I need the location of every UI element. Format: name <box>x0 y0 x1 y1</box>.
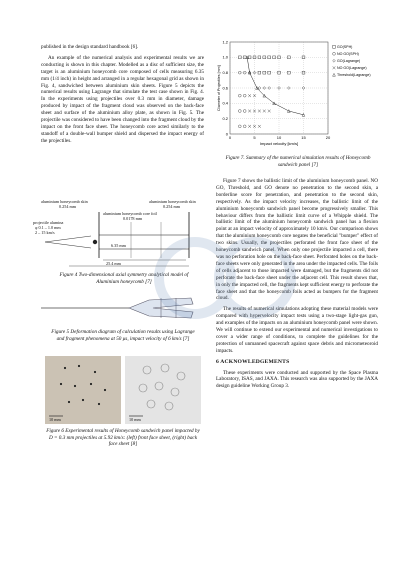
figure-5 <box>41 290 204 350</box>
data-point <box>243 125 246 128</box>
right-column-text <box>216 178 378 394</box>
x-tick-label: 15 <box>301 135 306 140</box>
threshold-line <box>247 57 303 115</box>
data-point <box>243 94 246 97</box>
y-tick-label: 0.8 <box>222 70 228 76</box>
data-point <box>333 59 336 62</box>
data-point <box>258 125 261 128</box>
data-point <box>268 110 271 113</box>
data-point <box>333 66 336 69</box>
data-point <box>248 94 251 97</box>
y-axis-label: Diameter of Projectiles [mm] <box>217 65 221 111</box>
data-point <box>248 125 251 128</box>
data-point <box>248 110 251 113</box>
figure-7-caption: Figure 7. Summary of the numerical simulation results of Honeycomb sandwich panel [7] <box>225 155 371 168</box>
paragraph: An example of the numerical analysis and experimental results we are conducting is shown in this chapter. Modelled as a disc of sufficient size, the target is an aluminium honeycomb core composed of cells measuring 6.35 mm (1/4 inch) in height and arranged in a regular hexagonal grid as shown in Fig. 4, sandwiched between aluminium skin sheets. Figure 5 depicts the numerical results using Lagrange that simulate the test case shown in Fig. 4. In the experiments using projectiles over 0.3 mm in diameter, damage produced by impact of the fragment cloud was observed on the back-face sheet and surface of the aluminium alloy plate, as shown in Fig. 5. The projectile was considered to have been changed into the fragment cloud by the impact on the front face sheet. The honeycomb core acted similarly to the standoff of a double-wall bumper shield and dispersed the impact energy of the projectiles. <box>41 54 204 144</box>
data-point <box>258 110 261 113</box>
data-point <box>333 73 336 76</box>
scale-label: 10 mm <box>49 417 61 422</box>
x-axis-label: Impact velocity [km/s] <box>259 141 299 146</box>
figure-5-caption: Figure 5 Deformation diagram of calculation results using Lagrange and fragment phenomena at 50 μs, impact velocity of 6 km/s [7] <box>51 329 195 342</box>
y-tick-label: 1.2 <box>222 39 228 45</box>
label-projectile: projectile alumina <box>33 220 64 225</box>
paragraph: published in the design standard handbook [6]. <box>41 44 139 50</box>
x-tick-label: 5 <box>253 135 256 140</box>
data-point <box>238 94 241 97</box>
legend-entry: Threshold(Lagrange) <box>337 73 371 77</box>
label-skin-left-dim: 0.254 mm <box>59 204 76 209</box>
label-core-foil: aluminium honeycomb core foil <box>103 211 157 216</box>
x-tick-label: 0 <box>228 135 232 140</box>
left-column-text <box>41 44 204 149</box>
legend-entry: NO GO(Lagrange) <box>337 66 367 70</box>
data-point <box>333 52 336 55</box>
y-tick-label: 0 <box>225 131 228 137</box>
data-point <box>263 110 266 113</box>
label-skin-right: aluminium honeycomb skin <box>149 199 196 204</box>
legend-entry: NO GO(SPH) <box>337 52 359 56</box>
label-skin-right-dim: 0.254 mm <box>163 204 180 209</box>
legend-entry: GO(Lagrange) <box>337 59 361 63</box>
label-core-height: 6.35 mm <box>111 243 126 248</box>
label-skin-left: aluminium honeycomb skin <box>41 199 88 204</box>
scale-label: 10 mm <box>129 417 141 422</box>
y-tick-label: 1.0 <box>222 54 228 60</box>
x-tick-label: 10 <box>276 135 282 140</box>
data-point <box>253 125 256 128</box>
label-projectile-dia: φ 0.1 – 1.0 mm <box>35 225 61 230</box>
deformation-diagram <box>41 290 204 326</box>
y-tick-label: 0.6 <box>222 85 228 91</box>
front-face-photo <box>45 356 121 424</box>
ballistic-limit-chart <box>216 36 380 154</box>
back-face-photo <box>125 356 201 424</box>
section-heading: 6 ACKNOWLEDGEMENTS <box>216 358 290 365</box>
x-tick-label: 20 <box>325 135 331 140</box>
figure-4 <box>33 199 204 285</box>
data-point <box>238 110 241 113</box>
data-point <box>333 45 336 48</box>
paragraph: The results of numerical simulations adopting these material models were compared with hypervelocity impact tests using a two-stage light-gas gun, and examples of the impacts on an aluminium honeycomb panel were shown. We will continue to extend our experimental and numerical investigations to cover a wider range of conditions, to complete the guidelines for the protection of unmanned spacecraft against space debris and micrometeoroid impacts. <box>216 306 378 354</box>
figure-6-caption: Figure 6 Experimental results of Honeycomb sandwich panel impacted by D = 0.3 mm projectiles at 5.92 km/s: (left) front face sheet, (right) back face sheet [8] <box>46 428 200 448</box>
paragraph: Figure 7 shows the ballistic limit of the aluminium honeycomb panel. NO GO, Threshold, and GO denote no penetration to the second skin, a borderline score for penetration, and penetration to the second skin, respectively. As the impact velocity increases, the ballistic limit of the aluminium honeycomb sandwich panel become progressively smaller. This behaviour differs from the ballistic limit curve of a Whipple shield. The ballistic limit of the aluminium honeycomb sandwich panel has a flexion point at an impact velocity of approximately 10 km/s. Our comparison shows that the aluminium honeycomb core negates the beneficial "bumper" effect of two skins. Usually, the projectiles perforated the front face sheet of the honeycomb sandwich panel. When only one projectile impacted a cell, there was no perforation hole on the back-face sheet. Perforated holes on the back-face sheets were only generated in the area under the impacted cells. The foils of cells adjacent to those impacted were damaged, but the fragments did not perforate the back-face sheet under the adjacent cell. This result shows that, in only the impacted cell, the fragments kept sufficient energy to perforate the face sheet and that the honeycomb foils acted as bumpers for the fragment cloud. <box>216 178 378 302</box>
projectile-icon <box>93 240 97 244</box>
y-tick-label: 0.2 <box>222 116 228 122</box>
paragraph: These experiments were conducted and supported by the Space Plasma Laboratory, ISAS, and JAXA. This research was also supported by the JAXA design guideline Working Group 3. <box>216 369 378 390</box>
figure-7 <box>216 36 380 176</box>
y-tick-label: 0.4 <box>222 100 228 106</box>
label-width: 25.4 mm <box>106 261 121 266</box>
label-projectile-vel: 2 – 15 km/s <box>35 230 55 235</box>
legend-entry: GO(SPH) <box>337 45 353 49</box>
label-core-foil-dim: 0.0178 mm <box>123 216 143 221</box>
figure-6 <box>41 356 204 456</box>
data-point <box>238 125 241 128</box>
data-point <box>243 110 246 113</box>
figure-4-caption: Figure 4 Two-dimensional axial symmetry analytical model of Aluminium honeycomb [7] <box>59 272 189 285</box>
